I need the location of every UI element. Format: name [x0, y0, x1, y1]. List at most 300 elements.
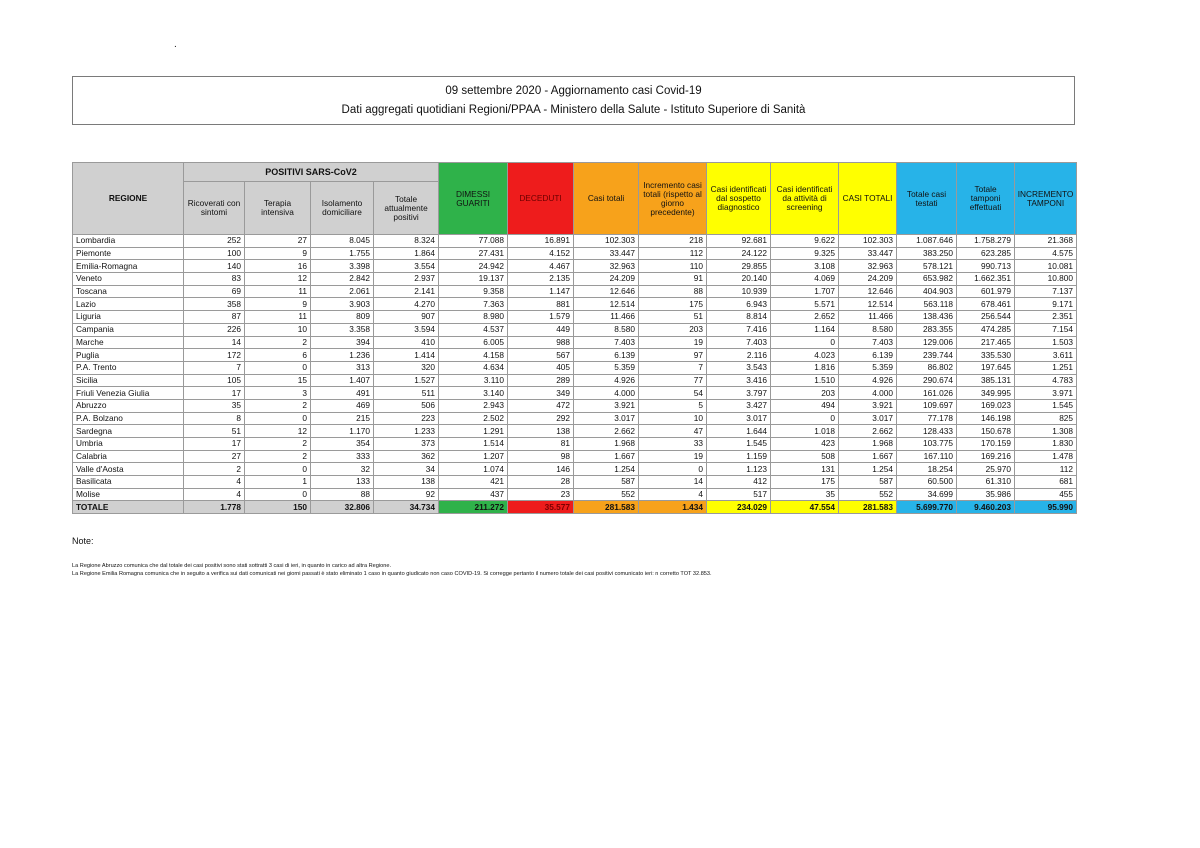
cell-terapia: 0 [245, 361, 311, 374]
cell-incremento-casi: 5 [639, 399, 707, 412]
cell-incremento-casi: 19 [639, 336, 707, 349]
cell-regione: Marche [73, 336, 184, 349]
cell-isolamento: 8.045 [311, 235, 374, 248]
cell-casi-totali-caps: 4.926 [839, 374, 897, 387]
cell-sospetto: 3.427 [707, 399, 771, 412]
cell-terapia: 16 [245, 260, 311, 273]
page-subtitle: Dati aggregati quotidiani Regioni/PPAA - Ministero della Salute - Istituto Superiore di Sanità [341, 104, 806, 116]
total-testati: 5.699.770 [897, 501, 957, 514]
note-line-emilia: La Regione Emilia Romagna comunica che in seguito a verifica sui dati comunicati nei giorni passati è stato eliminato 1 caso in quanto giudicato non caso COVID-19. Si corregge pertanto il numero totale dei casi positivi comunicato ieri: n corretto TOT 32.853. [72, 570, 712, 577]
cell-regione: Basilicata [73, 476, 184, 489]
cell-incremento-casi: 203 [639, 323, 707, 336]
cell-sospetto: 29.855 [707, 260, 771, 273]
cell-testati: 653.982 [897, 273, 957, 286]
cell-incremento-tamponi: 21.368 [1015, 235, 1077, 248]
cell-ricoverati: 27 [184, 450, 245, 463]
cell-incremento-tamponi: 1.545 [1015, 399, 1077, 412]
cell-sospetto: 10.939 [707, 285, 771, 298]
cell-screening: 3.108 [771, 260, 839, 273]
cell-casi-totali: 587 [574, 476, 639, 489]
cell-deceduti: 289 [508, 374, 574, 387]
cell-casi-totali-caps: 6.139 [839, 349, 897, 362]
cell-dimessi: 77.088 [439, 235, 508, 248]
cell-casi-totali-caps: 8.580 [839, 323, 897, 336]
cell-ricoverati: 358 [184, 298, 245, 311]
cell-terapia: 2 [245, 399, 311, 412]
table-row [73, 374, 1077, 387]
cell-sospetto: 8.814 [707, 311, 771, 324]
table-row [73, 349, 1077, 362]
cell-casi-totali-caps: 587 [839, 476, 897, 489]
cell-screening: 423 [771, 438, 839, 451]
total-terapia: 150 [245, 501, 311, 514]
table-row [73, 438, 1077, 451]
cell-testati: 109.697 [897, 399, 957, 412]
total-screening: 47.554 [771, 501, 839, 514]
total-totale-positivi: 34.734 [374, 501, 439, 514]
cell-incremento-casi: 110 [639, 260, 707, 273]
cell-casi-totali-caps: 3.921 [839, 399, 897, 412]
table-row [73, 235, 1077, 248]
cell-testati: 161.026 [897, 387, 957, 400]
cell-deceduti: 405 [508, 361, 574, 374]
cell-totale-positivi: 3.594 [374, 323, 439, 336]
cell-screening: 494 [771, 399, 839, 412]
cell-casi-totali-caps: 552 [839, 488, 897, 501]
cell-regione: Sicilia [73, 374, 184, 387]
cell-dimessi: 8.980 [439, 311, 508, 324]
page-title: 09 settembre 2020 - Aggiornamento casi Covid-19 [445, 85, 702, 97]
cell-casi-totali: 1.968 [574, 438, 639, 451]
cell-sospetto: 2.116 [707, 349, 771, 362]
cell-deceduti: 4.467 [508, 260, 574, 273]
cell-casi-totali: 12.646 [574, 285, 639, 298]
table-row [73, 450, 1077, 463]
cell-terapia: 3 [245, 387, 311, 400]
cell-isolamento: 3.358 [311, 323, 374, 336]
cell-incremento-casi: 19 [639, 450, 707, 463]
cell-incremento-tamponi: 681 [1015, 476, 1077, 489]
cell-sospetto: 7.416 [707, 323, 771, 336]
cell-screening: 175 [771, 476, 839, 489]
total-regione: TOTALE [73, 501, 184, 514]
cell-terapia: 9 [245, 298, 311, 311]
cell-isolamento: 1.236 [311, 349, 374, 362]
cell-tamponi: 169.023 [957, 399, 1015, 412]
cell-isolamento: 491 [311, 387, 374, 400]
cell-testati: 138.436 [897, 311, 957, 324]
cell-incremento-tamponi: 1.478 [1015, 450, 1077, 463]
header-incremento-tamponi: INCREMENTO TAMPONI [1015, 163, 1077, 235]
cell-incremento-casi: 7 [639, 361, 707, 374]
cell-dimessi: 1.074 [439, 463, 508, 476]
cell-dimessi: 421 [439, 476, 508, 489]
cell-deceduti: 567 [508, 349, 574, 362]
cell-casi-totali: 8.580 [574, 323, 639, 336]
cell-isolamento: 88 [311, 488, 374, 501]
header-incremento-casi: Incremento casi totali (rispetto al giorno precedente) [639, 163, 707, 235]
cell-casi-totali: 4.000 [574, 387, 639, 400]
cell-incremento-casi: 14 [639, 476, 707, 489]
cell-dimessi: 7.363 [439, 298, 508, 311]
note-line-abruzzo: La Regione Abruzzo comunica che dal totale dei casi positivi sono stati sottratti 3 casi di ieri, in quanto in carico ad altra Regione. [72, 563, 392, 569]
table-row [73, 387, 1077, 400]
cell-terapia: 6 [245, 349, 311, 362]
cell-incremento-casi: 54 [639, 387, 707, 400]
cell-totale-positivi: 223 [374, 412, 439, 425]
cell-testati: 18.254 [897, 463, 957, 476]
total-casi-totali: 281.583 [574, 501, 639, 514]
table-row [73, 273, 1077, 286]
cell-totale-positivi: 4.270 [374, 298, 439, 311]
cell-incremento-casi: 4 [639, 488, 707, 501]
table-row [73, 488, 1077, 501]
cell-testati: 563.118 [897, 298, 957, 311]
header-casi-totali-caps: CASI TOTALI [839, 163, 897, 235]
cell-regione: Lazio [73, 298, 184, 311]
cell-incremento-tamponi: 825 [1015, 412, 1077, 425]
cell-dimessi: 19.137 [439, 273, 508, 286]
cell-incremento-tamponi: 9.171 [1015, 298, 1077, 311]
cell-testati: 578.121 [897, 260, 957, 273]
cell-tamponi: 197.645 [957, 361, 1015, 374]
cell-totale-positivi: 410 [374, 336, 439, 349]
cell-casi-totali-caps: 12.646 [839, 285, 897, 298]
table-row [73, 285, 1077, 298]
cell-casi-totali-caps: 2.662 [839, 425, 897, 438]
cell-casi-totali: 3.921 [574, 399, 639, 412]
cell-totale-positivi: 506 [374, 399, 439, 412]
cell-regione: Campania [73, 323, 184, 336]
notes-section [72, 536, 712, 578]
cell-casi-totali-caps: 4.000 [839, 387, 897, 400]
cell-regione: P.A. Bolzano [73, 412, 184, 425]
cell-casi-totali-caps: 11.466 [839, 311, 897, 324]
cell-screening: 1.510 [771, 374, 839, 387]
cell-testati: 128.433 [897, 425, 957, 438]
cell-tamponi: 678.461 [957, 298, 1015, 311]
header-isolamento: Isolamento domiciliare [311, 182, 374, 235]
cell-casi-totali-caps: 33.447 [839, 247, 897, 260]
cell-isolamento: 469 [311, 399, 374, 412]
cell-ricoverati: 2 [184, 463, 245, 476]
cell-tamponi: 623.285 [957, 247, 1015, 260]
cell-testati: 86.802 [897, 361, 957, 374]
cell-deceduti: 881 [508, 298, 574, 311]
cell-sospetto: 6.943 [707, 298, 771, 311]
cell-dimessi: 2.502 [439, 412, 508, 425]
cell-testati: 1.087.646 [897, 235, 957, 248]
cell-isolamento: 354 [311, 438, 374, 451]
cell-totale-positivi: 511 [374, 387, 439, 400]
cell-ricoverati: 17 [184, 438, 245, 451]
cell-sospetto: 1.644 [707, 425, 771, 438]
cell-incremento-casi: 33 [639, 438, 707, 451]
cell-dimessi: 4.537 [439, 323, 508, 336]
table-row [73, 323, 1077, 336]
header-positivi-group: POSITIVI SARS-CoV2 [184, 163, 439, 182]
cell-casi-totali: 7.403 [574, 336, 639, 349]
cell-regione: Valle d'Aosta [73, 463, 184, 476]
total-isolamento: 32.806 [311, 501, 374, 514]
cell-incremento-tamponi: 3.611 [1015, 349, 1077, 362]
cell-regione: P.A. Trento [73, 361, 184, 374]
cell-screening: 9.622 [771, 235, 839, 248]
cell-terapia: 0 [245, 412, 311, 425]
total-incremento-casi: 1.434 [639, 501, 707, 514]
cell-deceduti: 449 [508, 323, 574, 336]
cell-screening: 131 [771, 463, 839, 476]
cell-incremento-casi: 91 [639, 273, 707, 286]
cell-tamponi: 217.465 [957, 336, 1015, 349]
cell-screening: 2.652 [771, 311, 839, 324]
cell-isolamento: 333 [311, 450, 374, 463]
cell-totale-positivi: 34 [374, 463, 439, 476]
cell-terapia: 1 [245, 476, 311, 489]
header-casi-totali: Casi totali [574, 163, 639, 235]
cell-screening: 4.069 [771, 273, 839, 286]
stray-dot: . [174, 39, 177, 50]
cell-ricoverati: 69 [184, 285, 245, 298]
cell-screening: 203 [771, 387, 839, 400]
header-sospetto: Casi identificati dal sospetto diagnostico [707, 163, 771, 235]
cell-deceduti: 472 [508, 399, 574, 412]
cell-totale-positivi: 1.864 [374, 247, 439, 260]
cell-casi-totali-caps: 102.303 [839, 235, 897, 248]
cell-terapia: 0 [245, 463, 311, 476]
cell-ricoverati: 252 [184, 235, 245, 248]
table-row [73, 476, 1077, 489]
cell-dimessi: 6.005 [439, 336, 508, 349]
cell-regione: Liguria [73, 311, 184, 324]
cell-casi-totali: 12.514 [574, 298, 639, 311]
cell-ricoverati: 51 [184, 425, 245, 438]
cell-terapia: 11 [245, 311, 311, 324]
table-row [73, 399, 1077, 412]
cell-deceduti: 292 [508, 412, 574, 425]
cell-sospetto: 1.123 [707, 463, 771, 476]
cell-isolamento: 313 [311, 361, 374, 374]
cell-dimessi: 3.110 [439, 374, 508, 387]
cell-incremento-casi: 175 [639, 298, 707, 311]
cell-isolamento: 809 [311, 311, 374, 324]
cell-dimessi: 2.943 [439, 399, 508, 412]
cell-screening: 4.023 [771, 349, 839, 362]
cell-sospetto: 517 [707, 488, 771, 501]
cell-regione: Veneto [73, 273, 184, 286]
cell-casi-totali: 1.667 [574, 450, 639, 463]
cell-tamponi: 349.995 [957, 387, 1015, 400]
cell-ricoverati: 35 [184, 399, 245, 412]
cell-testati: 34.699 [897, 488, 957, 501]
cell-isolamento: 215 [311, 412, 374, 425]
cell-terapia: 2 [245, 336, 311, 349]
cell-incremento-casi: 0 [639, 463, 707, 476]
cell-isolamento: 1.755 [311, 247, 374, 260]
cell-incremento-tamponi: 2.351 [1015, 311, 1077, 324]
cell-totale-positivi: 3.554 [374, 260, 439, 273]
cell-incremento-casi: 88 [639, 285, 707, 298]
cell-sospetto: 1.545 [707, 438, 771, 451]
cell-ricoverati: 140 [184, 260, 245, 273]
cell-terapia: 12 [245, 273, 311, 286]
cell-casi-totali-caps: 5.359 [839, 361, 897, 374]
cell-ricoverati: 4 [184, 476, 245, 489]
cell-sospetto: 3.543 [707, 361, 771, 374]
cell-incremento-tamponi: 7.154 [1015, 323, 1077, 336]
cell-dimessi: 4.158 [439, 349, 508, 362]
cell-totale-positivi: 320 [374, 361, 439, 374]
cell-incremento-tamponi: 1.830 [1015, 438, 1077, 451]
cell-regione: Lombardia [73, 235, 184, 248]
cell-testati: 404.903 [897, 285, 957, 298]
cell-totale-positivi: 138 [374, 476, 439, 489]
cell-casi-totali: 552 [574, 488, 639, 501]
cell-tamponi: 146.198 [957, 412, 1015, 425]
cell-incremento-tamponi: 4.575 [1015, 247, 1077, 260]
total-casi-totali-caps: 281.583 [839, 501, 897, 514]
cell-deceduti: 349 [508, 387, 574, 400]
cell-tamponi: 335.530 [957, 349, 1015, 362]
header-regione: REGIONE [73, 163, 184, 235]
total-row [73, 501, 1077, 514]
total-sospetto: 234.029 [707, 501, 771, 514]
cell-tamponi: 385.131 [957, 374, 1015, 387]
table-row [73, 412, 1077, 425]
cell-regione: Puglia [73, 349, 184, 362]
cell-totale-positivi: 92 [374, 488, 439, 501]
cell-terapia: 2 [245, 438, 311, 451]
cell-sospetto: 3.416 [707, 374, 771, 387]
cell-casi-totali: 11.466 [574, 311, 639, 324]
total-dimessi: 211.272 [439, 501, 508, 514]
cell-screening: 508 [771, 450, 839, 463]
cell-isolamento: 394 [311, 336, 374, 349]
total-deceduti: 35.577 [508, 501, 574, 514]
cell-dimessi: 27.431 [439, 247, 508, 260]
cell-dimessi: 3.140 [439, 387, 508, 400]
total-tamponi: 9.460.203 [957, 501, 1015, 514]
cell-screening: 35 [771, 488, 839, 501]
cell-tamponi: 169.216 [957, 450, 1015, 463]
cell-screening: 1.816 [771, 361, 839, 374]
cell-totale-positivi: 8.324 [374, 235, 439, 248]
header-tamponi: Totale tamponi effettuati [957, 163, 1015, 235]
cell-terapia: 2 [245, 450, 311, 463]
cell-sospetto: 7.403 [707, 336, 771, 349]
cell-deceduti: 23 [508, 488, 574, 501]
cell-incremento-tamponi: 10.800 [1015, 273, 1077, 286]
cell-testati: 167.110 [897, 450, 957, 463]
cell-isolamento: 32 [311, 463, 374, 476]
cell-deceduti: 28 [508, 476, 574, 489]
cell-tamponi: 170.159 [957, 438, 1015, 451]
cell-totale-positivi: 1.414 [374, 349, 439, 362]
cell-totale-positivi: 373 [374, 438, 439, 451]
cell-casi-totali: 1.254 [574, 463, 639, 476]
table-row [73, 336, 1077, 349]
cell-sospetto: 1.159 [707, 450, 771, 463]
cell-casi-totali-caps: 32.963 [839, 260, 897, 273]
cell-testati: 77.178 [897, 412, 957, 425]
total-ricoverati: 1.778 [184, 501, 245, 514]
cell-deceduti: 16.891 [508, 235, 574, 248]
cell-tamponi: 150.678 [957, 425, 1015, 438]
cell-regione: Sardegna [73, 425, 184, 438]
table-row [73, 247, 1077, 260]
cell-incremento-tamponi: 3.971 [1015, 387, 1077, 400]
header-dimessi: DIMESSI GUARITI [439, 163, 508, 235]
cell-incremento-tamponi: 4.783 [1015, 374, 1077, 387]
cell-incremento-casi: 77 [639, 374, 707, 387]
cell-regione: Calabria [73, 450, 184, 463]
cell-isolamento: 2.842 [311, 273, 374, 286]
cell-isolamento: 3.398 [311, 260, 374, 273]
header-testati: Totale casi testati [897, 163, 957, 235]
cell-ricoverati: 17 [184, 387, 245, 400]
cell-regione: Toscana [73, 285, 184, 298]
cell-dimessi: 24.942 [439, 260, 508, 273]
cell-deceduti: 81 [508, 438, 574, 451]
cell-testati: 60.500 [897, 476, 957, 489]
cell-deceduti: 4.152 [508, 247, 574, 260]
cell-testati: 383.250 [897, 247, 957, 260]
cell-casi-totali: 33.447 [574, 247, 639, 260]
title-box [72, 76, 1075, 125]
cell-ricoverati: 87 [184, 311, 245, 324]
cell-incremento-tamponi: 1.308 [1015, 425, 1077, 438]
table-row [73, 463, 1077, 476]
cell-regione: Emilia-Romagna [73, 260, 184, 273]
cell-ricoverati: 83 [184, 273, 245, 286]
cell-sospetto: 24.122 [707, 247, 771, 260]
cell-isolamento: 2.061 [311, 285, 374, 298]
cell-testati: 129.006 [897, 336, 957, 349]
cell-tamponi: 1.662.351 [957, 273, 1015, 286]
cell-incremento-casi: 97 [639, 349, 707, 362]
cell-terapia: 0 [245, 488, 311, 501]
cell-incremento-casi: 51 [639, 311, 707, 324]
cell-screening: 5.571 [771, 298, 839, 311]
cell-testati: 103.775 [897, 438, 957, 451]
notes-title: Note: [72, 536, 94, 546]
cell-incremento-casi: 218 [639, 235, 707, 248]
header-deceduti: DECEDUTI [508, 163, 574, 235]
cell-isolamento: 1.407 [311, 374, 374, 387]
cell-terapia: 15 [245, 374, 311, 387]
cell-ricoverati: 105 [184, 374, 245, 387]
cell-sospetto: 92.681 [707, 235, 771, 248]
cell-tamponi: 35.986 [957, 488, 1015, 501]
table-row [73, 425, 1077, 438]
cell-casi-totali-caps: 7.403 [839, 336, 897, 349]
cell-casi-totali-caps: 1.968 [839, 438, 897, 451]
cell-terapia: 10 [245, 323, 311, 336]
cell-casi-totali: 5.359 [574, 361, 639, 374]
table-row [73, 361, 1077, 374]
cell-tamponi: 601.979 [957, 285, 1015, 298]
cell-regione: Umbria [73, 438, 184, 451]
cell-dimessi: 1.207 [439, 450, 508, 463]
cell-incremento-tamponi: 112 [1015, 463, 1077, 476]
cell-totale-positivi: 362 [374, 450, 439, 463]
cell-casi-totali: 3.017 [574, 412, 639, 425]
cell-screening: 0 [771, 336, 839, 349]
cell-casi-totali: 6.139 [574, 349, 639, 362]
cell-deceduti: 138 [508, 425, 574, 438]
cell-screening: 9.325 [771, 247, 839, 260]
cell-incremento-casi: 10 [639, 412, 707, 425]
